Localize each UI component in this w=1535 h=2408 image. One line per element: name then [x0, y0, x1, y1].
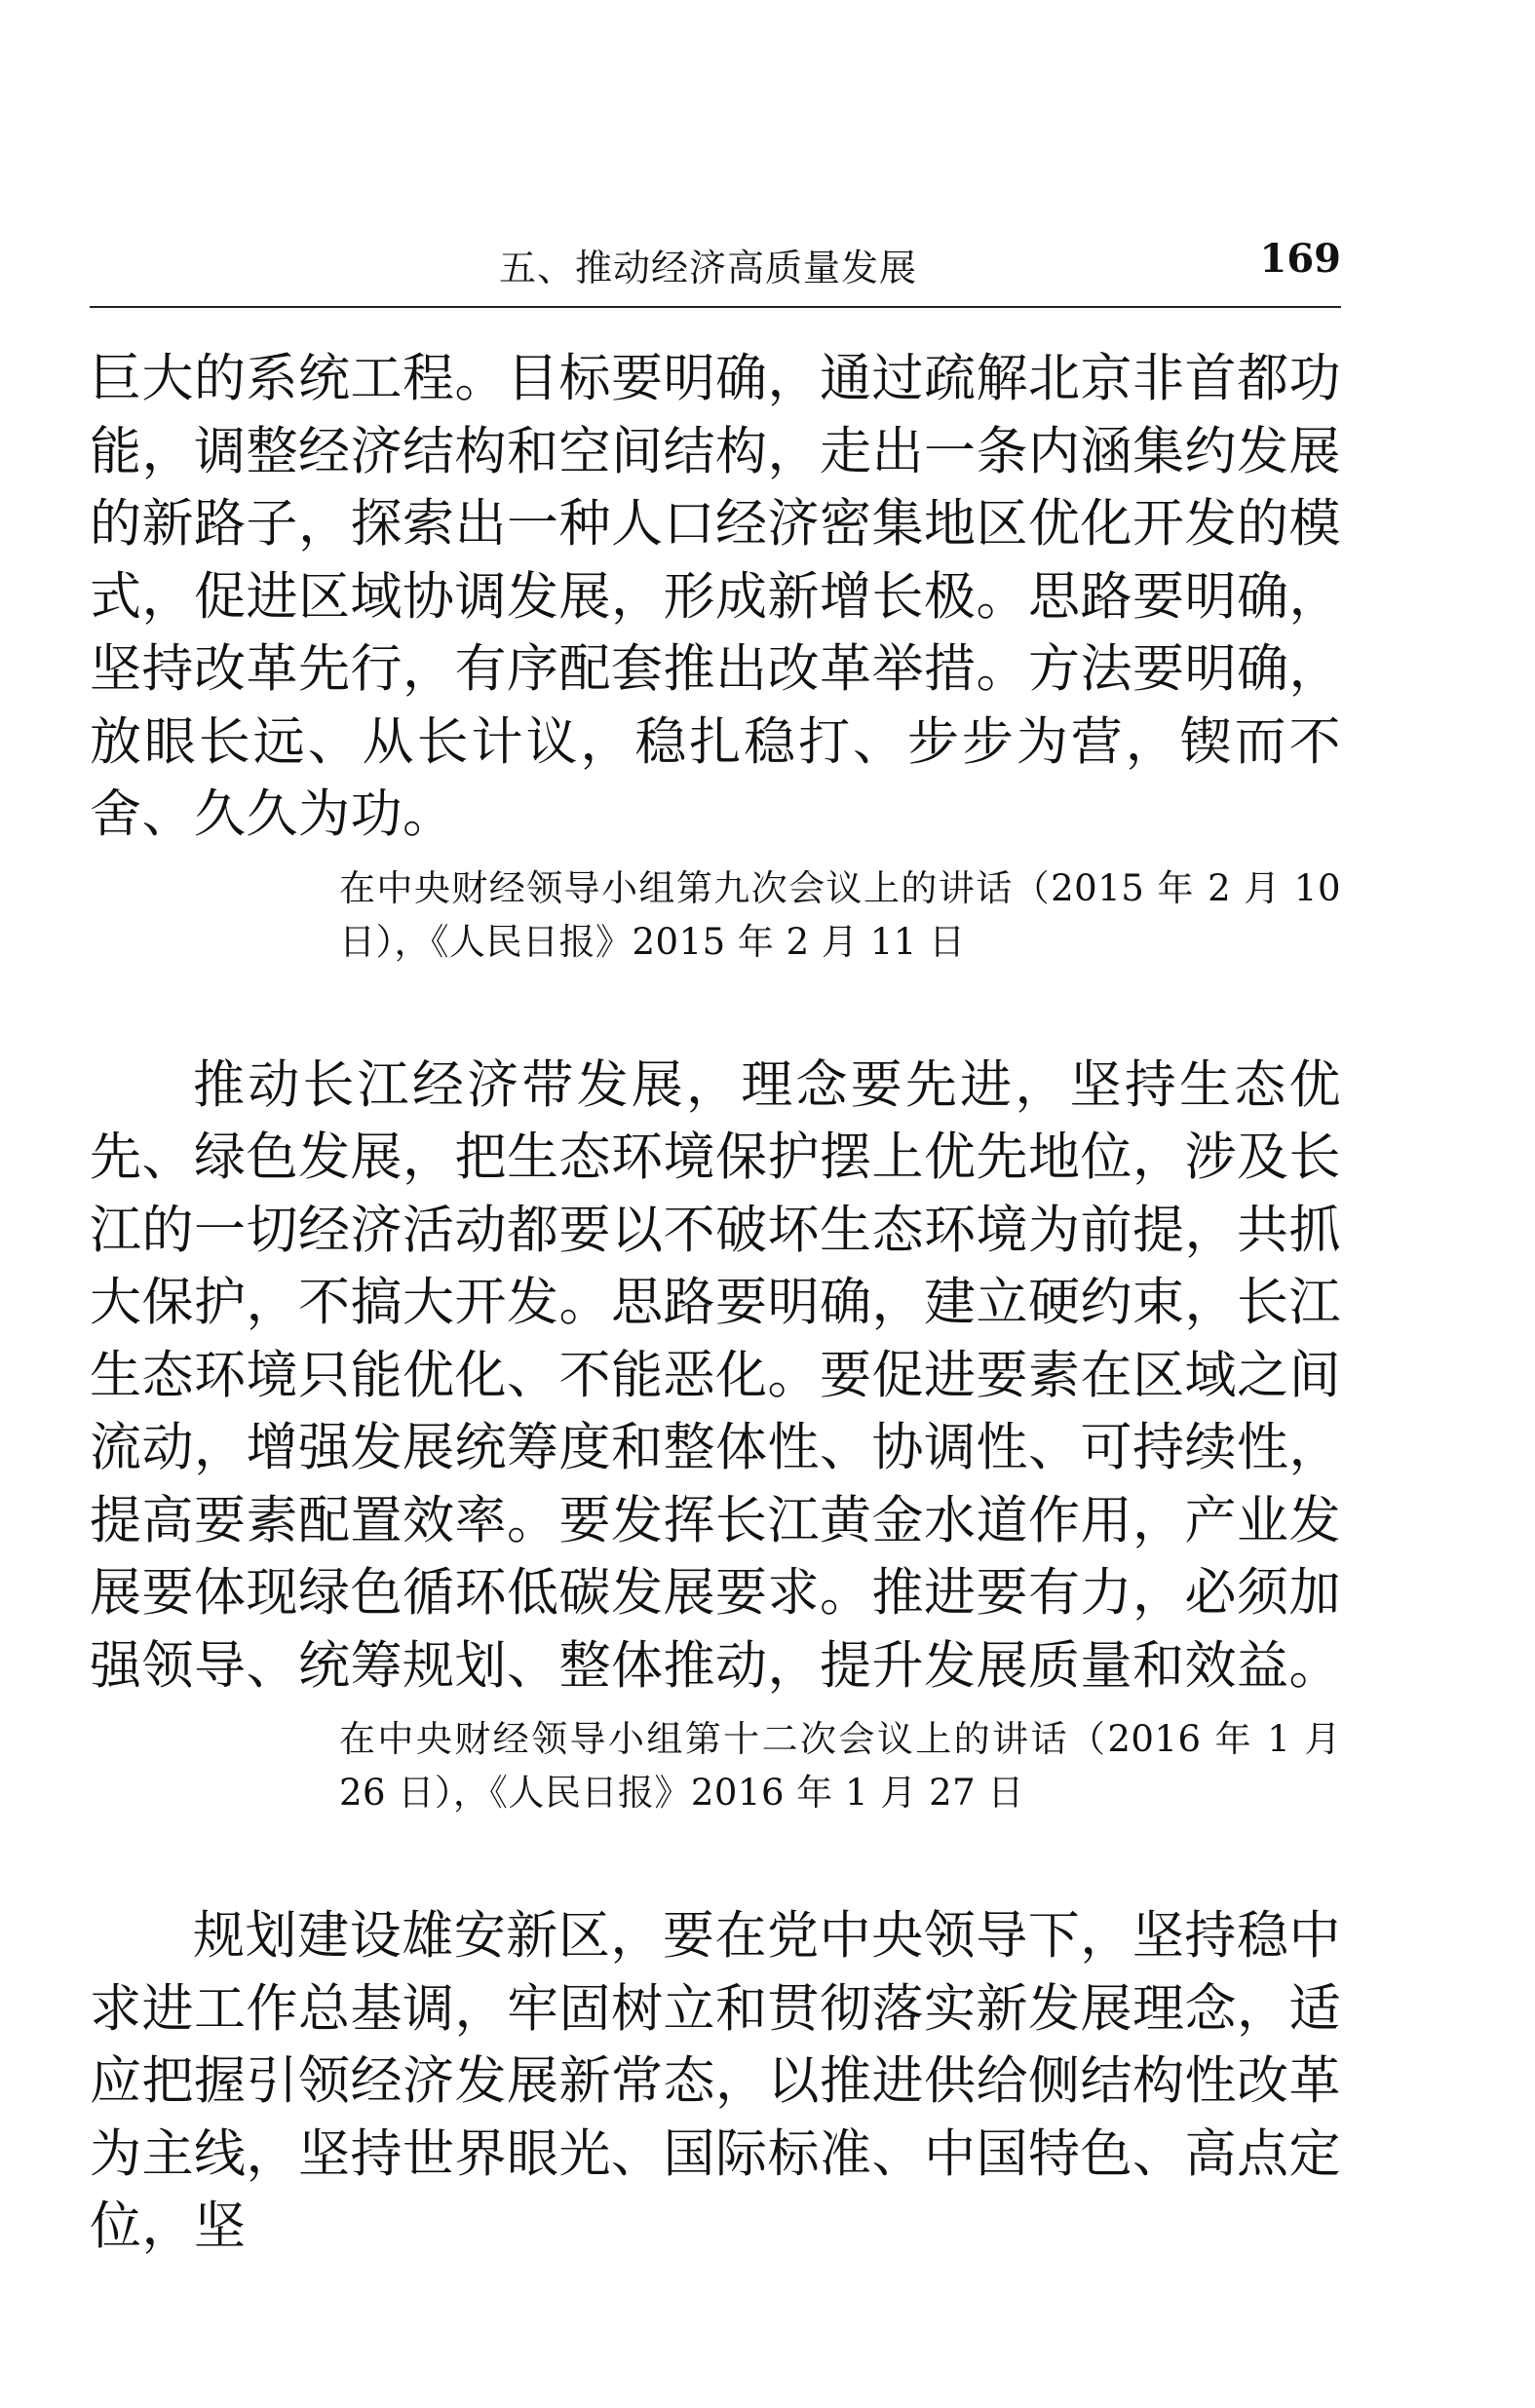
- section-title: 五、推动经济高质量发展: [499, 247, 918, 289]
- page-number: 169: [1259, 236, 1341, 282]
- running-header: [90, 232, 1341, 308]
- paragraph-spacing: [90, 1819, 1341, 1900]
- page-content: [90, 343, 1341, 2264]
- paragraph-spacing: [90, 969, 1341, 1050]
- quote-paragraph: 规划建设雄安新区，要在党中央领导下，坚持稳中求进工作总基调，牢固树立和贯彻落实新发展理念，适应把握引领经济发展新常态，以推进供给侧结构性改革为主线，坚持世界眼光、国际标准、中国特色、高点定位，坚: [90, 1906, 1341, 2256]
- quote-paragraph: 推动长江经济带发展，理念要先进，坚持生态优先、绿色发展，把生态环境保护摆上优先地位，涉及长江的一切经济活动都要以不破坏生态环境为前提，共抓大保护，不搞大开发。思路要明确，建立硬约束，长江生态环境只能优化、不能恶化。要促进要素在区域之间流动，增强发展统筹度和整体性、协调性、可持续性，提高要素配置效率。要发挥长江黄金水道作用，产业发展要体现绿色循环低碳发展要求。推进要有力，必须加强领导、统筹规划、整体推动，提升发展质量和效益。: [90, 1054, 1341, 1696]
- source-citation: 在中央财经领导小组第十二次会议上的讲话（2016 年 1 月 26 日），《人民日报》2016 年 1 月 27 日: [339, 1718, 1341, 1814]
- continued-paragraph: 巨大的系统工程。目标要明确，通过疏解北京非首都功能，调整经济结构和空间结构，走出一条内涵集约发展的新路子，探索出一种人口经济密集地区优化开发的模式，促进区域协调发展，形成新增长极。思路要明确，坚持改革先行，有序配套推出改革举措。方法要明确，放眼长远、从长计议，稳扎稳打、步步为营，锲而不舍、久久为功。: [90, 349, 1341, 844]
- source-citation: 在中央财经领导小组第九次会议上的讲话（2015 年 2 月 10 日），《人民日报》2015 年 2 月 11 日: [339, 866, 1341, 963]
